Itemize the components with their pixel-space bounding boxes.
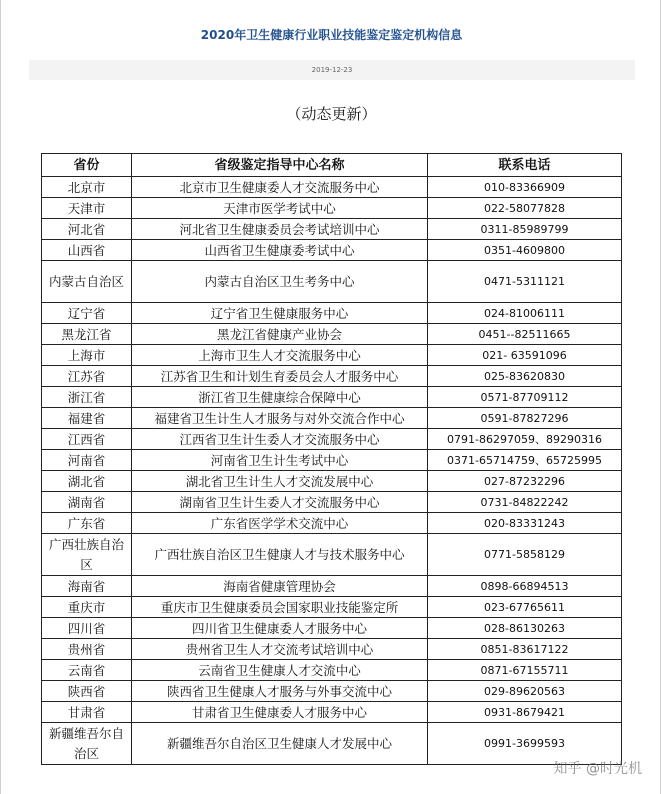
agency-table (41, 153, 622, 765)
phone-cell: 0871-67155711 (428, 660, 622, 681)
province-cell: 辽宁省 (42, 303, 132, 324)
province-cell: 山西省 (42, 240, 132, 261)
center-cell: 云南省卫生健康人才交流中心 (132, 660, 428, 681)
center-cell: 广东省医学学术交流中心 (132, 513, 428, 534)
table-row (42, 576, 622, 597)
table-row (42, 681, 622, 702)
table-row (42, 492, 622, 513)
table-row (42, 219, 622, 240)
province-cell: 湖北省 (42, 471, 132, 492)
table-row (42, 597, 622, 618)
table-row (42, 261, 622, 303)
province-cell: 北京市 (42, 177, 132, 198)
table-row (42, 660, 622, 681)
center-cell: 重庆市卫生健康委员会国家职业技能鉴定所 (132, 597, 428, 618)
phone-cell: 0898-66894513 (428, 576, 622, 597)
center-cell: 甘肃省卫生健康委人才服务中心 (132, 702, 428, 723)
center-cell: 海南省健康管理协会 (132, 576, 428, 597)
province-cell: 江苏省 (42, 366, 132, 387)
column-header-province: 省份 (42, 154, 132, 177)
table-row (42, 177, 622, 198)
province-cell: 四川省 (42, 618, 132, 639)
phone-cell: 0471-5311121 (428, 261, 622, 303)
publish-date: 2019-12-23 (29, 60, 635, 80)
phone-cell: 0791-86297059、89290316 (428, 429, 622, 450)
center-cell: 河北省卫生健康委员会考试培训中心 (132, 219, 428, 240)
center-cell: 黑龙江省健康产业协会 (132, 324, 428, 345)
center-cell: 江西省卫生计生委人才交流服务中心 (132, 429, 428, 450)
phone-cell: 023-67765611 (428, 597, 622, 618)
table-row (42, 408, 622, 429)
phone-cell: 0771-5858129 (428, 534, 622, 576)
province-cell: 湖南省 (42, 492, 132, 513)
phone-cell: 0931-8679421 (428, 702, 622, 723)
province-cell: 浙江省 (42, 387, 132, 408)
province-cell: 福建省 (42, 408, 132, 429)
table-row (42, 429, 622, 450)
table-row (42, 471, 622, 492)
province-cell: 重庆市 (42, 597, 132, 618)
center-cell: 浙江省卫生健康综合保障中心 (132, 387, 428, 408)
table-row (42, 639, 622, 660)
phone-cell: 024-81006111 (428, 303, 622, 324)
page-subtitle: （动态更新） (286, 105, 377, 123)
phone-cell: 020-83331243 (428, 513, 622, 534)
phone-cell: 0591-87827296 (428, 408, 622, 429)
center-cell: 山西省卫生健康委考试中心 (132, 240, 428, 261)
province-cell: 天津市 (42, 198, 132, 219)
center-cell: 广西壮族自治区卫生健康人才与技术服务中心 (132, 534, 428, 576)
table-row (42, 366, 622, 387)
center-cell: 福建省卫生计生人才服务与对外交流合作中心 (132, 408, 428, 429)
column-header-center: 省级鉴定指导中心名称 (132, 154, 428, 177)
center-cell: 贵州省卫生人才交流考试培训中心 (132, 639, 428, 660)
table-row (42, 387, 622, 408)
center-cell: 北京市卫生健康委人才交流服务中心 (132, 177, 428, 198)
phone-cell: 0991-3699593 (428, 723, 622, 765)
table-header-row (42, 154, 622, 177)
province-cell: 河南省 (42, 450, 132, 471)
phone-cell: 0351-4609800 (428, 240, 622, 261)
province-cell: 上海市 (42, 345, 132, 366)
province-cell: 广西壮族自治区 (42, 534, 132, 576)
phone-cell: 029-89620563 (428, 681, 622, 702)
phone-cell: 027-87232296 (428, 471, 622, 492)
table-row (42, 534, 622, 576)
province-cell: 海南省 (42, 576, 132, 597)
table-row (42, 513, 622, 534)
phone-cell: 022-58077828 (428, 198, 622, 219)
center-cell: 四川省卫生健康委人才服务中心 (132, 618, 428, 639)
column-header-phone: 联系电话 (428, 154, 622, 177)
watermark: 知乎 @时光机 (553, 761, 642, 777)
center-cell: 上海市卫生人才交流服务中心 (132, 345, 428, 366)
province-cell: 贵州省 (42, 639, 132, 660)
province-cell: 云南省 (42, 660, 132, 681)
province-cell: 陕西省 (42, 681, 132, 702)
phone-cell: 021- 63591096 (428, 345, 622, 366)
table-row (42, 303, 622, 324)
province-cell: 内蒙古自治区 (42, 261, 132, 303)
center-cell: 陕西省卫生健康人才服务与外事交流中心 (132, 681, 428, 702)
phone-cell: 0731-84822242 (428, 492, 622, 513)
table-row (42, 324, 622, 345)
phone-cell: 028-86130263 (428, 618, 622, 639)
table-row (42, 723, 622, 765)
province-cell: 新疆维吾尔自治区 (42, 723, 132, 765)
page-title: 2020年卫生健康行业职业技能鉴定鉴定机构信息 (200, 28, 463, 42)
province-cell: 江西省 (42, 429, 132, 450)
phone-cell: 010-83366909 (428, 177, 622, 198)
table-row (42, 450, 622, 471)
center-cell: 辽宁省卫生健康服务中心 (132, 303, 428, 324)
table-row (42, 345, 622, 366)
phone-cell: 0571-87709112 (428, 387, 622, 408)
center-cell: 新疆维吾尔自治区卫生健康人才发展中心 (132, 723, 428, 765)
province-cell: 河北省 (42, 219, 132, 240)
table-row (42, 702, 622, 723)
center-cell: 内蒙古自治区卫生考务中心 (132, 261, 428, 303)
phone-cell: 0851-83617122 (428, 639, 622, 660)
center-cell: 河南省卫生计生考试中心 (132, 450, 428, 471)
center-cell: 湖北省卫生计生人才交流发展中心 (132, 471, 428, 492)
center-cell: 湖南省卫生计生委人才交流服务中心 (132, 492, 428, 513)
table-row (42, 198, 622, 219)
phone-cell: 025-83620830 (428, 366, 622, 387)
center-cell: 天津市医学考试中心 (132, 198, 428, 219)
phone-cell: 0311-85989799 (428, 219, 622, 240)
phone-cell: 0451--82511665 (428, 324, 622, 345)
table-row (42, 618, 622, 639)
center-cell: 江苏省卫生和计划生育委员会人才服务中心 (132, 366, 428, 387)
province-cell: 广东省 (42, 513, 132, 534)
province-cell: 黑龙江省 (42, 324, 132, 345)
province-cell: 甘肃省 (42, 702, 132, 723)
table-row (42, 240, 622, 261)
phone-cell: 0371-65714759、65725995 (428, 450, 622, 471)
